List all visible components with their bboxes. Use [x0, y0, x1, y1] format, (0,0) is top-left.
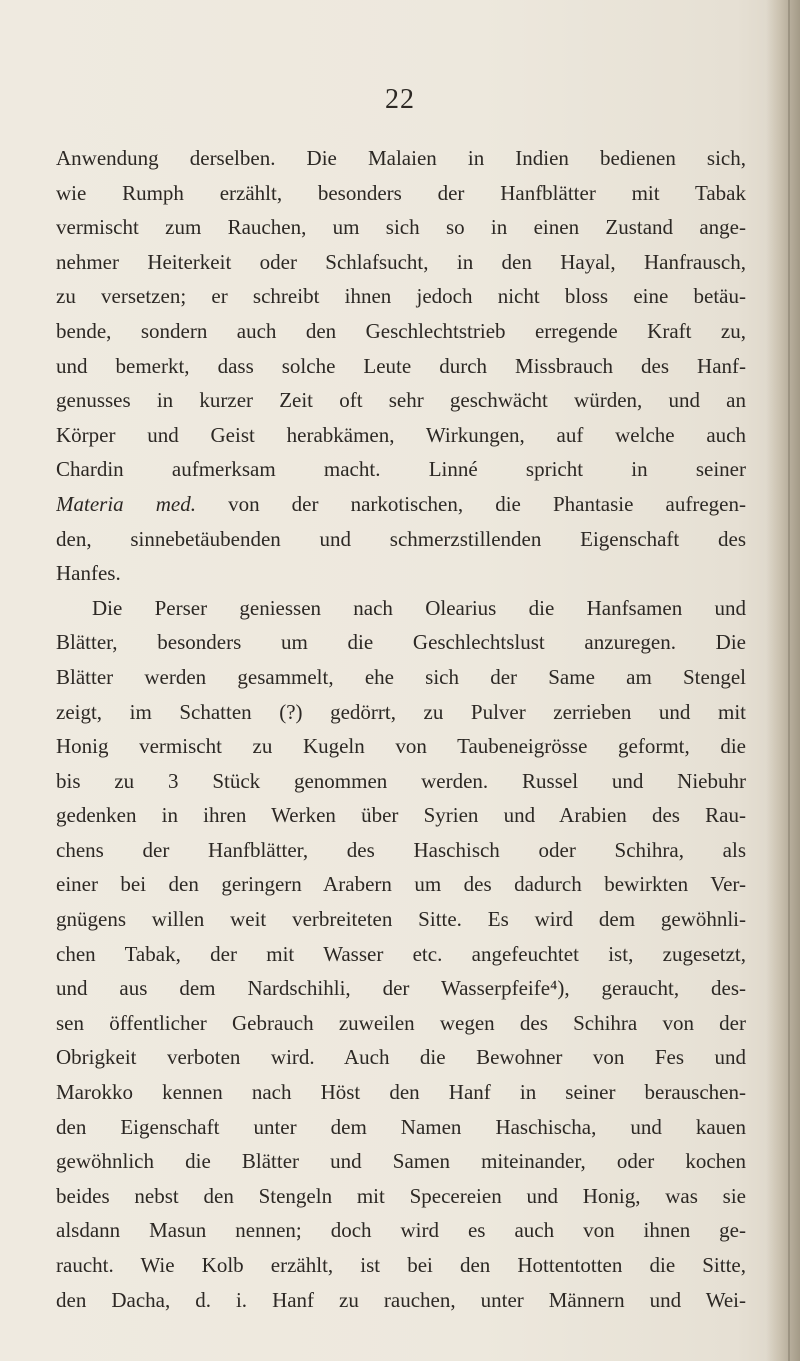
text-line: chens der Hanfblätter, des Haschisch oder Schihra, als: [56, 837, 746, 862]
text-line: bende, sondern auch den Geschlechtstrieb erregende Kraft zu,: [56, 318, 746, 343]
text-line: und bemerkt, dass solche Leute durch Missbrauch des Hanf-: [56, 353, 746, 378]
text-line: gedenken in ihren Werken über Syrien und Arabien des Rau-: [56, 803, 746, 828]
text-line: einer bei den geringern Arabern um des dadurch bewirkten Ver-: [56, 872, 746, 897]
text-line: zeigt, im Schatten (?) gedörrt, zu Pulver zerrieben und mit: [56, 699, 746, 724]
text-line: Die Perser geniessen nach Olearius die Hanfsamen und: [92, 595, 746, 620]
text-line: nehmer Heiterkeit oder Schlafsucht, in den Hayal, Hanfrausch,: [56, 249, 746, 274]
text-line: Materia med. von der narkotischen, die Phantasie aufregen-: [56, 491, 746, 516]
text-line: den Dacha, d. i. Hanf zu rauchen, unter Männern und Wei-: [56, 1287, 746, 1312]
text-line: Hanfes.: [56, 561, 121, 586]
body-text: [56, 141, 746, 1317]
text-line: Blätter werden gesammelt, ehe sich der Same am Stengel: [56, 664, 746, 689]
text-line: genusses in kurzer Zeit oft sehr geschwächt würden, und an: [56, 388, 746, 413]
text-line: den Eigenschaft unter dem Namen Haschischa, und kauen: [56, 1114, 746, 1139]
text-line: Blätter, besonders um die Geschlechtslust anzuregen. Die: [56, 630, 746, 655]
text-line: sen öffentlicher Gebrauch zuweilen wegen des Schihra von der: [56, 1010, 746, 1035]
text-line: bis zu 3 Stück genommen werden. Russel und Niebuhr: [56, 768, 746, 793]
text-line: zu versetzen; er schreibt ihnen jedoch nicht bloss eine betäu-: [56, 284, 746, 309]
text-line: Obrigkeit verboten wird. Auch die Bewohner von Fes und: [56, 1045, 746, 1070]
text-line: und aus dem Nardschihli, der Wasserpfeife⁴), geraucht, des-: [56, 976, 746, 1001]
text-line: chen Tabak, der mit Wasser etc. angefeuchtet ist, zugesetzt,: [56, 941, 746, 966]
text-line: gewöhnlich die Blätter und Samen miteinander, oder kochen: [56, 1149, 746, 1174]
text-line: vermischt zum Rauchen, um sich so in einen Zustand ange-: [56, 215, 746, 240]
text-line: alsdann Masun nennen; doch wird es auch von ihnen ge-: [56, 1218, 746, 1243]
page-edge-shadow: [766, 0, 800, 1361]
text-line: Chardin aufmerksam macht. Linné spricht in seiner: [56, 457, 746, 482]
text-line: Anwendung derselben. Die Malaien in Indien bedienen sich,: [56, 146, 746, 170]
text-line: Marokko kennen nach Höst den Hanf in seiner berauschen-: [56, 1080, 746, 1105]
text-line: Honig vermischt zu Kugeln von Taubeneigrösse geformt, die: [56, 734, 746, 759]
text-line: Körper und Geist herabkämen, Wirkungen, auf welche auch: [56, 422, 746, 447]
text-line: beides nebst den Stengeln mit Specereien und Honig, was sie: [56, 1183, 746, 1208]
text-line: wie Rumph erzählt, besonders der Hanfblätter mit Tabak: [56, 180, 746, 205]
text-line: den, sinnebetäubenden und schmerzstillenden Eigenschaft des: [56, 526, 746, 551]
text-line: raucht. Wie Kolb erzählt, ist bei den Hottentotten die Sitte,: [56, 1253, 746, 1277]
page-number: 22: [385, 84, 415, 115]
text-line: gnügens willen weit verbreiteten Sitte. Es wird dem gewöhnli-: [56, 907, 746, 932]
